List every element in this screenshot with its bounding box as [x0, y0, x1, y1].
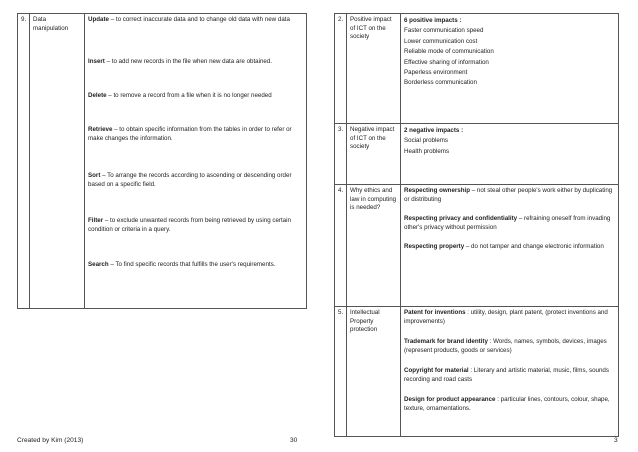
- list-item: [88, 261, 303, 270]
- entry-text: – To arrange the records according to ascending or descending order based on a specific field.: [88, 172, 292, 188]
- entry-text: – To find specific records that fulfills the user's requirements.: [108, 261, 276, 268]
- list-item: [404, 309, 615, 338]
- row-topic: Data manipulation: [30, 14, 85, 309]
- list-item: Faster communication speed: [404, 27, 484, 35]
- right-page-table: [334, 13, 619, 437]
- table-row: [335, 185, 619, 307]
- row-content: [401, 124, 619, 185]
- table-row: [335, 124, 619, 185]
- list-item: [88, 92, 303, 126]
- entry-text: – refraining oneself from invading other's privacy without permission: [404, 215, 611, 231]
- list-item: Health problems: [404, 147, 450, 155]
- row-number: 3.: [335, 124, 347, 185]
- list-item: Social problems: [404, 137, 449, 145]
- entry-term: Respecting privacy and confidentiality: [404, 215, 518, 222]
- list-item: [88, 16, 303, 58]
- list-item: [88, 217, 303, 261]
- row-content: [401, 14, 619, 124]
- list-item: [404, 338, 615, 367]
- entry-term: Respecting ownership: [404, 187, 471, 194]
- entry-text: – to correct inaccurate data and to change old data with new data: [108, 16, 290, 23]
- row-topic: Positive impact of ICT on the society: [347, 14, 401, 124]
- list-item: [88, 126, 303, 172]
- entry-term: Copyright for material: [404, 367, 469, 374]
- entry-term: Retrieve: [88, 126, 113, 133]
- entry-text: : utility, design, plant patent, (protect inventions and improvements): [404, 309, 608, 325]
- list-item: [88, 172, 303, 217]
- entry-text: – do not tamper and change electronic information: [464, 243, 604, 250]
- entry-term: Filter: [88, 217, 104, 224]
- list-item: Borderless communication: [404, 79, 477, 87]
- entry-term: Insert: [88, 58, 105, 65]
- list-item: Reliable mode of communication: [404, 48, 494, 56]
- list-item: [88, 58, 303, 92]
- list-item: Effective sharing of information: [404, 58, 489, 66]
- entry-text: : Words, names, symbols, devices, images (represent products, goods or services): [404, 338, 607, 354]
- entry-text: – to obtain specific information from the tables in order to refer or make changes the information.: [88, 126, 292, 142]
- page-number-right: 3: [614, 437, 618, 444]
- table-row: [18, 14, 307, 309]
- list-item: [404, 396, 615, 413]
- entry-text: – to add new records in the file when new data are obtained.: [104, 58, 273, 65]
- list-item: [404, 367, 615, 396]
- entry-text: – to remove a record from a file when it is no longer needed: [106, 92, 272, 99]
- row-number: 4.: [335, 185, 347, 307]
- entry-text: – to exclude unwanted records from being retrieved by using certain condition or criteria in a query.: [88, 217, 291, 233]
- row-content: [401, 307, 619, 437]
- row-number: 5.: [335, 307, 347, 437]
- row-number: 2.: [335, 14, 347, 124]
- row-content: [85, 14, 307, 309]
- section-heading: 6 positive impacts :: [404, 17, 462, 24]
- row-content: [401, 185, 619, 307]
- row-topic: Negative impact of ICT on the society: [347, 124, 401, 185]
- list-item: [404, 215, 615, 243]
- entry-term: Respecting property: [404, 243, 465, 250]
- table-row: [335, 307, 619, 437]
- list-item: Paperless environment: [404, 69, 468, 77]
- entry-term: Patent for inventions: [404, 309, 466, 316]
- section-heading: 2 negative impacts :: [404, 127, 464, 134]
- row-topic: Intellectual Property protection: [347, 307, 401, 437]
- page-number-left: 30: [290, 437, 298, 444]
- list-item: Lower communication cost: [404, 37, 478, 45]
- list-item: [404, 187, 615, 215]
- entry-text: : Literary and artistic material, music, films, sounds recording and road casts: [404, 367, 609, 383]
- entry-term: Trademark for brand identity: [404, 338, 488, 345]
- entry-text: – not steal other people's work either by duplicating or distributing: [404, 187, 613, 203]
- entry-term: Sort: [88, 172, 101, 179]
- entry-term: Delete: [88, 92, 107, 99]
- entry-term: Design for product appearance: [404, 396, 496, 403]
- footer-credit: Created by Kim (2013): [17, 437, 84, 444]
- left-page-table: [17, 13, 307, 309]
- row-number: 9.: [18, 14, 30, 309]
- entry-term: Search: [88, 261, 109, 268]
- list-item: [404, 243, 615, 252]
- table-row: [335, 14, 619, 124]
- entry-text: : particular lines, contours, colour, shape, texture, ornamentations.: [404, 396, 610, 412]
- entry-term: Update: [88, 16, 109, 23]
- row-topic: Why ethics and law in computing is needed?: [347, 185, 401, 307]
